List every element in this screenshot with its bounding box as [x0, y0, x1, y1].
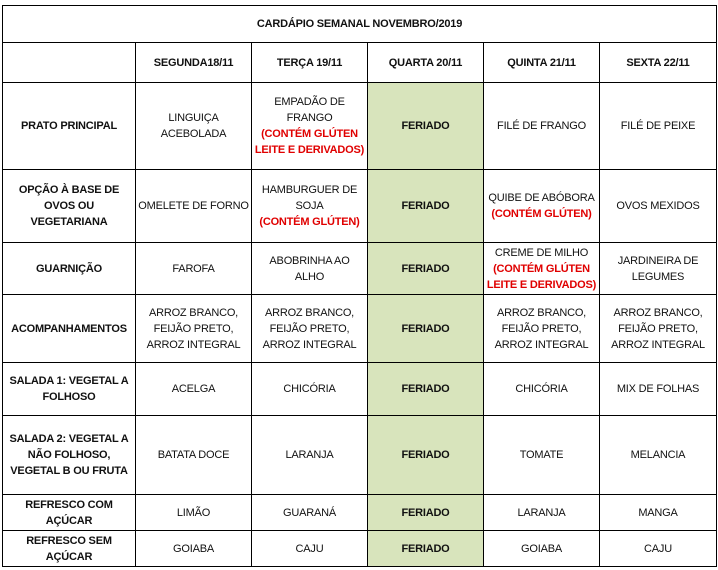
menu-cell: [484, 83, 600, 170]
dish-name: QUIBE DE ABÓBORA: [488, 192, 595, 204]
menu-cell: [252, 83, 368, 170]
holiday-cell: [368, 243, 484, 295]
dish-name: FAROFA: [172, 262, 215, 275]
menu-cell: [600, 416, 717, 495]
menu-cell: [484, 416, 600, 495]
dish-name: TOMATE: [519, 449, 564, 461]
menu-cell: [252, 243, 368, 295]
dish-name: CHICÓRIA: [515, 383, 568, 395]
menu-row: [3, 363, 717, 416]
allergen-warning: (CONTÉM GLÚTEN LEITE E DERIVADOS): [254, 128, 365, 156]
menu-row: [3, 416, 717, 495]
row-label: REFRESCO COM AÇÚCAR: [3, 495, 136, 531]
dish-name: LIMÃO: [176, 506, 211, 519]
row-label: OPÇÃO À BASE DE OVOS OU VEGETARIANA: [3, 170, 136, 243]
row-label: ACOMPANHAMENTOS: [3, 295, 136, 363]
dish-name: FERIADO: [401, 449, 450, 461]
dish-name: LINGUIÇA ACEBOLADA: [160, 112, 227, 140]
dish-name: FERIADO: [401, 200, 450, 212]
dish-name: HAMBURGUER DE SOJA: [261, 184, 358, 212]
menu-cell: [600, 170, 717, 243]
day-header: SEXTA 22/11: [600, 43, 717, 83]
menu-row: [3, 83, 717, 170]
row-label: SALADA 2: VEGETAL A NÃO FOLHOSO, VEGETAL B OU FRUTA: [3, 416, 136, 495]
menu-cell: [600, 83, 717, 170]
menu-cell: [484, 295, 600, 363]
menu-cell: [600, 363, 717, 416]
menu-cell: [600, 531, 717, 567]
dish-name: ARROZ BRANCO, FEIJÃO PRETO, ARROZ INTEGRAL: [262, 306, 357, 351]
dish-name: ARROZ BRANCO, FEIJÃO PRETO, ARROZ INTEGRAL: [146, 306, 241, 351]
dish-name: FILÉ DE FRANGO: [497, 120, 586, 132]
menu-cell: [600, 495, 717, 531]
dish-name: FERIADO: [401, 262, 450, 275]
menu-row: [3, 170, 717, 243]
row-label: REFRESCO SEM AÇÚCAR: [3, 531, 136, 567]
menu-cell: [252, 295, 368, 363]
menu-cell: [136, 243, 252, 295]
dish-name: FERIADO: [401, 506, 450, 519]
menu-row: [3, 495, 717, 531]
menu-cell: [136, 416, 252, 495]
dish-name: ARROZ BRANCO, FEIJÃO PRETO, ARROZ INTEGRAL: [611, 306, 705, 351]
dish-name: GOIABA: [173, 542, 214, 555]
menu-cell: [484, 495, 600, 531]
dish-name: ARROZ BRANCO, FEIJÃO PRETO, ARROZ INTEGRAL: [494, 306, 589, 351]
dish-name: CAJU: [295, 542, 324, 555]
dish-name: ABOBRINHA AO ALHO: [269, 254, 350, 283]
menu-cell: [136, 295, 252, 363]
menu-cell: [252, 531, 368, 567]
day-header: TERÇA 19/11: [252, 43, 368, 83]
row-label: GUARNIÇÃO: [3, 243, 136, 295]
menu-cell: [600, 243, 717, 295]
menu-row: [3, 243, 717, 295]
menu-cell: [252, 495, 368, 531]
dish-name: CHICÓRIA: [283, 383, 336, 395]
allergen-warning: (CONTÉM GLÚTEN): [259, 216, 360, 228]
dish-name: LARANJA: [285, 449, 334, 461]
dish-name: CAJU: [644, 542, 672, 555]
dish-name: FERIADO: [401, 383, 450, 395]
menu-cell: [136, 83, 252, 170]
dish-name: CREME DE MILHO: [494, 246, 589, 259]
holiday-cell: [368, 295, 484, 363]
menu-cell: [600, 295, 717, 363]
holiday-cell: [368, 363, 484, 416]
menu-cell: [484, 531, 600, 567]
dish-name: FERIADO: [401, 542, 450, 555]
menu-cell: [252, 416, 368, 495]
dish-name: OVOS MEXIDOS: [616, 200, 700, 212]
dish-name: FERIADO: [401, 322, 450, 335]
dish-name: JARDINEIRA DE LEGUMES: [617, 254, 699, 283]
row-label: PRATO PRINCIPAL: [3, 83, 136, 170]
dish-name: LARANJA: [517, 506, 566, 519]
menu-cell: [252, 363, 368, 416]
menu-cell: [484, 363, 600, 416]
dish-name: BATATA DOCE: [157, 449, 230, 461]
menu-cell: [136, 531, 252, 567]
day-header: QUARTA 20/11: [368, 43, 484, 83]
dish-name: FERIADO: [401, 120, 450, 132]
dish-name: EMPADÃO DE FRANGO: [274, 96, 345, 124]
row-label: SALADA 1: VEGETAL A FOLHOSO: [3, 363, 136, 416]
menu-row: [3, 531, 717, 567]
menu-cell: [136, 170, 252, 243]
holiday-cell: [368, 531, 484, 567]
holiday-cell: [368, 495, 484, 531]
allergen-warning: (CONTÉM GLÚTEN LEITE E DERIVADOS): [486, 262, 597, 291]
dish-name: MELANCIA: [630, 449, 686, 461]
menu-cell: [136, 495, 252, 531]
day-header: QUINTA 21/11: [484, 43, 600, 83]
menu-cell: [484, 170, 600, 243]
holiday-cell: [368, 83, 484, 170]
dish-name: GOIABA: [521, 542, 562, 555]
dish-name: OMELETE DE FORNO: [138, 200, 249, 212]
holiday-cell: [368, 416, 484, 495]
menu-cell: [136, 363, 252, 416]
dish-name: MANGA: [638, 506, 678, 519]
menu-cell: [252, 170, 368, 243]
dish-name: ACELGA: [171, 383, 216, 395]
dish-name: FILÉ DE PEIXE: [620, 120, 696, 132]
allergen-warning: (CONTÉM GLÚTEN): [491, 208, 592, 220]
menu-cell: [484, 243, 600, 295]
menu-row: [3, 295, 717, 363]
dish-name: GUARANÁ: [283, 506, 336, 519]
holiday-cell: [368, 170, 484, 243]
weekly-menu-table: [2, 5, 717, 567]
menu-title: CARDÁPIO SEMANAL NOVEMBRO/2019: [3, 6, 717, 43]
day-header: SEGUNDA18/11: [136, 43, 252, 83]
dish-name: MIX DE FOLHAS: [616, 383, 700, 395]
corner-cell: [3, 43, 136, 83]
